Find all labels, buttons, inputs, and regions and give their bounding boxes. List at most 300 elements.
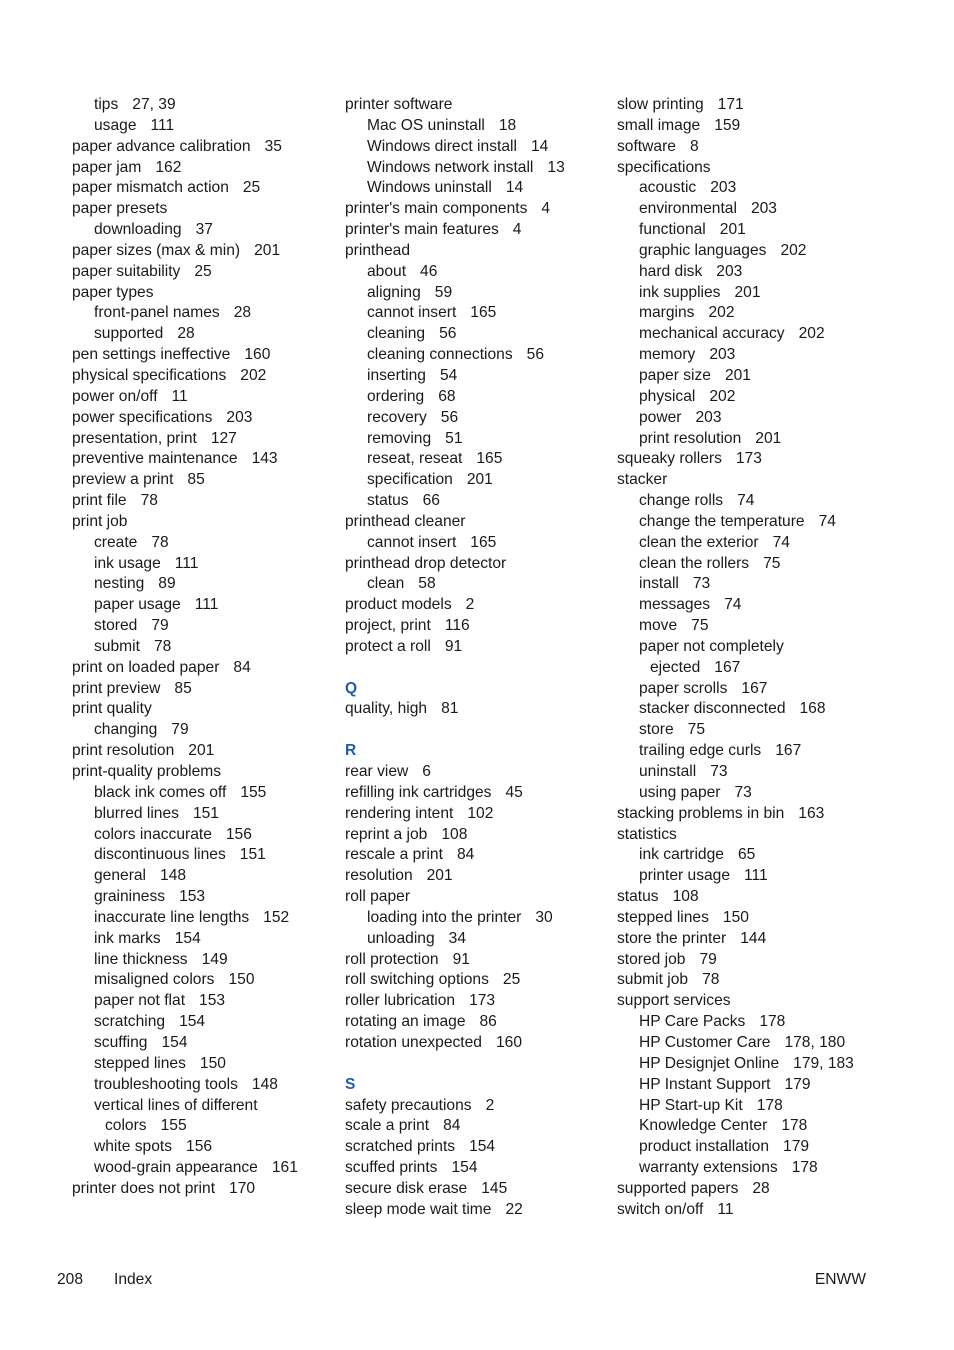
- entry-page-ref[interactable]: 11: [171, 387, 188, 405]
- index-subentry: [617, 783, 917, 804]
- entry-term: trailing edge curls: [639, 742, 762, 760]
- index-entry: [345, 616, 607, 637]
- entry-page-ref[interactable]: 170: [229, 1179, 256, 1197]
- entry-page-ref[interactable]: 84: [456, 846, 475, 864]
- index-subentry: [72, 1012, 334, 1033]
- entry-page-ref[interactable]: 156: [225, 825, 252, 843]
- index-subentry: [72, 574, 334, 595]
- entry-page-ref[interactable]: 201: [734, 283, 761, 301]
- entry-term: supported papers: [617, 1179, 739, 1197]
- entry-page-ref[interactable]: 78: [702, 971, 720, 989]
- entry-page-ref[interactable]: 201: [755, 429, 782, 447]
- entry-term: inserting: [367, 366, 426, 384]
- entry-term: presentation, print: [72, 429, 197, 447]
- entry-page-ref[interactable]: 155: [240, 783, 267, 801]
- index-subentry: [72, 866, 334, 887]
- entry-page-ref[interactable]: 152: [263, 908, 290, 926]
- entry-term: secure disk erase: [345, 1179, 468, 1197]
- entry-term: ejected: [650, 658, 701, 676]
- entry-term: margins: [639, 304, 695, 322]
- entry-page-ref[interactable]: 81: [441, 700, 459, 718]
- index-entry: [72, 762, 334, 783]
- entry-page-ref[interactable]: 56: [440, 408, 459, 426]
- entry-page-ref[interactable]: 165: [470, 304, 497, 322]
- entry-page-ref[interactable]: 78: [153, 637, 172, 655]
- entry-term: warranty extensions: [639, 1159, 778, 1177]
- entry-page-ref[interactable]: 156: [186, 1138, 213, 1156]
- entry-page-ref[interactable]: 154: [451, 1159, 478, 1177]
- entry-page-ref[interactable]: 73: [734, 783, 752, 801]
- entry-page-ref[interactable]: 34: [448, 929, 466, 947]
- entry-page-ref[interactable]: 143: [251, 450, 278, 468]
- entry-term: discontinuous lines: [94, 846, 226, 864]
- entry-term: small image: [617, 116, 701, 134]
- entry-term: vertical lines of different: [94, 1096, 258, 1114]
- entry-page-ref[interactable]: 178: [756, 1096, 783, 1114]
- entry-page-ref[interactable]: 162: [155, 158, 182, 176]
- entry-term: uninstall: [639, 763, 697, 780]
- index-subentry: [345, 366, 607, 387]
- index-entry: [617, 929, 917, 950]
- entry-term: recovery: [367, 408, 427, 426]
- index-subentry: [345, 324, 607, 345]
- index-subentry: [617, 345, 917, 366]
- index-entry: [617, 470, 917, 491]
- index-subentry: [617, 408, 917, 429]
- entry-page-ref[interactable]: 150: [199, 1054, 226, 1072]
- entry-page-ref[interactable]: 111: [744, 867, 768, 885]
- entry-term: paper sizes (max & min): [72, 241, 241, 259]
- index-subentry: [72, 220, 334, 241]
- entry-page-ref[interactable]: 25: [502, 971, 521, 989]
- entry-page-ref[interactable]: 89: [158, 575, 176, 593]
- entry-page-ref[interactable]: 59: [434, 283, 453, 301]
- entry-page-ref[interactable]: 75: [687, 721, 706, 739]
- index-subentry: [617, 533, 917, 554]
- entry-page-ref[interactable]: 173: [735, 450, 762, 468]
- index-subentry: [617, 241, 917, 262]
- entry-term: HP Customer Care: [639, 1033, 771, 1051]
- entry-term: sleep mode wait time: [345, 1200, 492, 1218]
- entry-term: slow printing: [617, 96, 704, 113]
- entry-page-ref[interactable]: 30: [535, 908, 553, 926]
- index-subentry: [617, 762, 917, 783]
- index-subentry: [345, 283, 607, 304]
- entry-term: line thickness: [94, 950, 188, 968]
- entry-term: memory: [639, 346, 696, 364]
- entry-term: graininess: [94, 888, 166, 906]
- entry-page-ref[interactable]: 149: [201, 950, 228, 968]
- entry-term: clean the exterior: [639, 533, 759, 551]
- entry-page-ref[interactable]: 28: [177, 325, 195, 343]
- index-entry: [72, 491, 334, 512]
- entry-page-ref[interactable]: 145: [481, 1179, 508, 1197]
- index-subentry: [345, 303, 607, 324]
- index-entry: [345, 512, 607, 533]
- entry-page-ref[interactable]: 68: [438, 387, 456, 405]
- entry-page-ref[interactable]: 167: [714, 658, 741, 676]
- index-entry: [345, 887, 607, 908]
- entry-page-ref[interactable]: 74: [818, 512, 836, 530]
- entry-page-ref[interactable]: 201: [724, 366, 751, 384]
- entry-page-ref[interactable]: 6: [422, 763, 431, 780]
- index-subentry: [617, 512, 917, 533]
- entry-page-ref[interactable]: 75: [763, 554, 781, 572]
- entry-page-ref[interactable]: 58: [418, 575, 436, 593]
- entry-term: wood-grain appearance: [94, 1159, 258, 1177]
- entry-term: rear view: [345, 763, 409, 780]
- index-subentry: [617, 699, 917, 720]
- entry-page-ref[interactable]: 11: [717, 1200, 734, 1218]
- entry-page-ref[interactable]: 179, 183: [793, 1054, 854, 1072]
- index-entry: [617, 908, 917, 929]
- entry-page-ref[interactable]: 108: [672, 888, 699, 906]
- index-entry: [72, 512, 334, 533]
- index-subentry: [72, 720, 334, 741]
- entry-page-ref[interactable]: 108: [441, 825, 468, 843]
- entry-page-ref[interactable]: 54: [439, 366, 458, 384]
- entry-term: roller lubrication: [345, 992, 456, 1010]
- entry-page-ref[interactable]: 27, 39: [132, 96, 176, 113]
- entry-page-ref[interactable]: 127: [210, 429, 237, 447]
- entry-page-ref[interactable]: 154: [469, 1138, 496, 1156]
- entry-page-ref[interactable]: 8: [689, 137, 699, 155]
- entry-page-ref[interactable]: 203: [695, 408, 722, 426]
- index-entry: [72, 345, 334, 366]
- index-subentry: [617, 220, 917, 241]
- index-entry: [345, 95, 607, 116]
- entry-page-ref[interactable]: 91: [444, 637, 463, 655]
- entry-term: paper usage: [94, 596, 181, 614]
- entry-term: preventive maintenance: [72, 450, 238, 468]
- index-subentry: [617, 491, 917, 512]
- entry-term: scratched prints: [345, 1138, 456, 1156]
- entry-page-ref[interactable]: 22: [505, 1200, 523, 1218]
- entry-term: print on loaded paper: [72, 658, 220, 676]
- entry-term: print resolution: [639, 429, 742, 447]
- entry-page-ref[interactable]: 150: [228, 971, 255, 989]
- entry-page-ref[interactable]: 201: [426, 867, 453, 885]
- index-entry: [345, 1200, 607, 1221]
- entry-page-ref[interactable]: 111: [150, 116, 175, 134]
- entry-term: cannot insert: [367, 304, 457, 322]
- entry-page-ref[interactable]: 148: [251, 1075, 278, 1093]
- entry-page-ref[interactable]: 2: [485, 1096, 495, 1114]
- entry-page-ref[interactable]: 154: [179, 1013, 206, 1031]
- entry-term: stepped lines: [94, 1054, 186, 1072]
- index-subentry: [617, 720, 917, 741]
- entry-page-ref[interactable]: 202: [709, 387, 736, 405]
- entry-page-ref[interactable]: 202: [780, 241, 807, 259]
- entry-page-ref[interactable]: 171: [717, 96, 744, 113]
- index-subentry: [617, 387, 917, 408]
- index-subentry: [617, 303, 917, 324]
- index-subentry: [345, 429, 607, 450]
- entry-term: printhead cleaner: [345, 512, 466, 530]
- entry-term: preview a print: [72, 471, 174, 489]
- entry-term: scratching: [94, 1013, 166, 1031]
- entry-term: switch on/off: [617, 1200, 704, 1218]
- entry-term: paper suitability: [72, 262, 181, 280]
- entry-page-ref[interactable]: 111: [174, 554, 199, 572]
- entry-term: cleaning connections: [367, 346, 513, 364]
- entry-page-ref[interactable]: 111: [194, 596, 219, 614]
- index-entry: [345, 637, 607, 658]
- entry-page-ref[interactable]: 85: [187, 471, 205, 489]
- entry-page-ref[interactable]: 201: [466, 471, 493, 489]
- entry-page-ref[interactable]: 154: [161, 1033, 188, 1051]
- index-subentry: [617, 1012, 917, 1033]
- entry-term: statistics: [617, 825, 677, 843]
- entry-page-ref[interactable]: 25: [194, 262, 212, 280]
- index-subentry: [345, 178, 607, 199]
- entry-term: paper jam: [72, 158, 142, 176]
- index-entry: [345, 1158, 607, 1179]
- entry-page-ref[interactable]: 84: [233, 658, 251, 676]
- entry-term: white spots: [94, 1138, 173, 1156]
- entry-term: aligning: [367, 283, 421, 301]
- entry-term: Windows uninstall: [367, 179, 492, 197]
- entry-page-ref[interactable]: 79: [699, 950, 717, 968]
- entry-page-ref[interactable]: 65: [737, 846, 756, 864]
- entry-page-ref[interactable]: 73: [692, 575, 711, 593]
- entry-term: paper types: [72, 283, 154, 301]
- entry-page-ref[interactable]: 144: [740, 929, 767, 947]
- entry-term: ink cartridge: [639, 846, 724, 864]
- entry-page-ref[interactable]: 201: [254, 241, 281, 259]
- index-entry: [72, 429, 334, 450]
- entry-term: print resolution: [72, 742, 175, 760]
- entry-term: printer software: [345, 96, 453, 113]
- entry-page-ref[interactable]: 66: [422, 492, 440, 510]
- entry-page-ref[interactable]: 178: [759, 1013, 786, 1031]
- entry-page-ref[interactable]: 85: [174, 679, 192, 697]
- entry-page-ref[interactable]: 165: [476, 450, 503, 468]
- entry-term: scale a print: [345, 1117, 430, 1135]
- entry-page-ref[interactable]: 153: [199, 992, 226, 1010]
- index-entry: [72, 366, 334, 387]
- entry-term: print preview: [72, 679, 161, 697]
- index-subentry: [617, 1075, 917, 1096]
- footer-section-label: Index: [114, 1271, 153, 1288]
- entry-page-ref[interactable]: 168: [799, 700, 826, 718]
- entry-page-ref[interactable]: 202: [798, 325, 825, 343]
- entry-page-ref[interactable]: 167: [775, 742, 802, 760]
- footer-page-number: 208: [57, 1271, 84, 1288]
- entry-term: ink usage: [94, 554, 161, 572]
- entry-term: product installation: [639, 1138, 770, 1156]
- entry-term: printer's main components: [345, 200, 528, 218]
- entry-page-ref[interactable]: 79: [171, 721, 189, 739]
- entry-page-ref[interactable]: 201: [719, 221, 746, 239]
- entry-term: power specifications: [72, 408, 213, 426]
- entry-page-ref[interactable]: 74: [737, 492, 755, 510]
- entry-page-ref[interactable]: 28: [752, 1179, 770, 1197]
- entry-page-ref[interactable]: 165: [470, 533, 497, 551]
- entry-page-ref[interactable]: 173: [469, 992, 496, 1010]
- entry-page-ref[interactable]: 91: [452, 950, 470, 968]
- entry-page-ref[interactable]: 154: [174, 929, 201, 947]
- entry-term: stepped lines: [617, 908, 709, 926]
- entry-term: pen settings ineffective: [72, 346, 231, 364]
- entry-page-ref[interactable]: 150: [722, 908, 749, 926]
- index-subentry: [617, 741, 917, 762]
- entry-page-ref[interactable]: 78: [151, 533, 169, 551]
- entry-page-ref[interactable]: 179: [783, 1138, 810, 1156]
- entry-term: tips: [94, 96, 119, 113]
- entry-term: printer usage: [639, 867, 731, 885]
- entry-page-ref[interactable]: 179: [784, 1075, 811, 1093]
- entry-page-ref[interactable]: 163: [798, 804, 825, 822]
- index-subentry: [72, 970, 334, 991]
- entry-term: paper scrolls: [639, 679, 728, 697]
- entry-page-ref[interactable]: 203: [226, 408, 253, 426]
- entry-term: ordering: [367, 387, 425, 405]
- index-entry: [72, 199, 334, 220]
- entry-page-ref[interactable]: 37: [195, 221, 213, 239]
- entry-term: create: [94, 533, 138, 551]
- entry-page-ref[interactable]: 202: [240, 366, 267, 384]
- entry-page-ref[interactable]: 86: [479, 1013, 497, 1031]
- entry-page-ref[interactable]: 151: [192, 804, 219, 822]
- entry-page-ref[interactable]: 155: [160, 1117, 187, 1135]
- index-entry: [617, 825, 917, 846]
- index-entry: [617, 991, 917, 1012]
- index-column-1: [72, 95, 334, 1200]
- entry-page-ref[interactable]: 56: [526, 346, 545, 364]
- index-subentry: [617, 595, 917, 616]
- index-entry: [345, 1033, 607, 1054]
- entry-page-ref[interactable]: 4: [512, 221, 522, 239]
- index-subentry: [72, 1075, 334, 1096]
- entry-term: environmental: [639, 200, 737, 218]
- entry-page-ref[interactable]: 18: [498, 116, 517, 134]
- entry-term: removing: [367, 429, 432, 447]
- entry-page-ref[interactable]: 151: [239, 846, 266, 864]
- index-entry: [617, 449, 917, 470]
- entry-page-ref[interactable]: 45: [505, 783, 523, 801]
- index-entry: [345, 199, 607, 220]
- entry-term: roll protection: [345, 950, 439, 968]
- entry-page-ref[interactable]: 46: [420, 262, 438, 280]
- entry-page-ref[interactable]: 4: [541, 200, 551, 218]
- entry-term: front-panel names: [94, 304, 220, 322]
- entry-page-ref[interactable]: 160: [495, 1033, 523, 1051]
- entry-term: stacker: [617, 471, 668, 489]
- index-subentry: [72, 1158, 334, 1179]
- entry-page-ref[interactable]: 84: [443, 1117, 461, 1135]
- index-entry: [345, 804, 607, 825]
- entry-page-ref[interactable]: 73: [710, 763, 728, 780]
- index-entry: [72, 283, 334, 304]
- entry-page-ref[interactable]: 79: [151, 617, 169, 635]
- entry-page-ref[interactable]: 14: [505, 179, 524, 197]
- entry-page-ref[interactable]: 14: [530, 137, 549, 155]
- entry-term: store: [639, 721, 674, 739]
- entry-term: print quality: [72, 700, 152, 718]
- entry-page-ref[interactable]: 78: [140, 492, 158, 510]
- entry-page-ref[interactable]: 74: [724, 596, 742, 614]
- index-subentry: [617, 324, 917, 345]
- entry-term: HP Care Packs: [639, 1013, 746, 1031]
- index-subentry: [72, 95, 334, 116]
- index-subentry: [345, 908, 607, 929]
- entry-term: Mac OS uninstall: [367, 116, 485, 134]
- entry-term: change rolls: [639, 492, 724, 510]
- entry-page-ref[interactable]: 116: [444, 617, 470, 635]
- entry-page-ref[interactable]: 203: [750, 200, 777, 218]
- index-subentry: [72, 303, 334, 324]
- entry-page-ref[interactable]: 202: [708, 304, 735, 322]
- entry-page-ref[interactable]: 51: [445, 429, 463, 447]
- entry-page-ref[interactable]: 160: [244, 346, 271, 364]
- entry-page-ref[interactable]: 148: [160, 867, 187, 885]
- entry-page-ref[interactable]: 35: [264, 137, 282, 155]
- entry-page-ref[interactable]: 13: [547, 158, 565, 176]
- index-subentry: [72, 1096, 334, 1117]
- entry-page-ref[interactable]: 203: [710, 179, 737, 197]
- entry-term: specification: [367, 471, 453, 489]
- entry-page-ref[interactable]: 178: [781, 1117, 808, 1135]
- entry-term: unloading: [367, 929, 435, 947]
- index-entry: [617, 1200, 917, 1221]
- index-subentry: [617, 1054, 917, 1075]
- entry-term: power: [639, 408, 682, 426]
- index-subentry: [617, 366, 917, 387]
- entry-page-ref[interactable]: 74: [772, 533, 790, 551]
- entry-page-ref[interactable]: 178, 180: [784, 1033, 846, 1051]
- entry-page-ref[interactable]: 28: [233, 304, 252, 322]
- index-subentry: [72, 1116, 334, 1137]
- entry-page-ref[interactable]: 25: [242, 179, 261, 197]
- entry-term: move: [639, 617, 678, 635]
- entry-term: paper not completely: [639, 637, 784, 655]
- index-entry: [617, 1179, 917, 1200]
- entry-term: mechanical accuracy: [639, 325, 785, 343]
- entry-page-ref[interactable]: 159: [714, 116, 741, 134]
- entry-term: paper not flat: [94, 992, 186, 1010]
- entry-term: scuffed prints: [345, 1159, 438, 1177]
- index-subentry: [72, 929, 334, 950]
- entry-page-ref[interactable]: 203: [709, 346, 736, 364]
- index-subentry: [345, 137, 607, 158]
- entry-term: submit job: [617, 971, 689, 989]
- index-subentry: [72, 533, 334, 554]
- index-subentry: [617, 429, 917, 450]
- index-subentry: [72, 616, 334, 637]
- entry-term: physical: [639, 387, 696, 405]
- entry-page-ref[interactable]: 56: [439, 325, 457, 343]
- entry-page-ref[interactable]: 201: [188, 742, 215, 760]
- entry-page-ref[interactable]: 167: [741, 679, 768, 697]
- entry-page-ref[interactable]: 2: [465, 596, 475, 614]
- index-subentry: [617, 574, 917, 595]
- entry-page-ref[interactable]: 153: [179, 888, 206, 906]
- index-subentry: [617, 554, 917, 575]
- index-subentry: [72, 1137, 334, 1158]
- entry-page-ref[interactable]: 161: [271, 1159, 298, 1177]
- index-subentry: [617, 1033, 917, 1054]
- entry-page-ref[interactable]: 102: [467, 804, 494, 822]
- entry-page-ref[interactable]: 75: [691, 617, 709, 635]
- entry-page-ref[interactable]: 178: [791, 1159, 818, 1177]
- index-entry: [72, 158, 334, 179]
- entry-page-ref[interactable]: 203: [716, 262, 743, 280]
- entry-term: product models: [345, 596, 452, 614]
- index-subentry: [72, 1054, 334, 1075]
- entry-term: HP Designjet Online: [639, 1054, 780, 1072]
- index-subentry: [617, 1096, 917, 1117]
